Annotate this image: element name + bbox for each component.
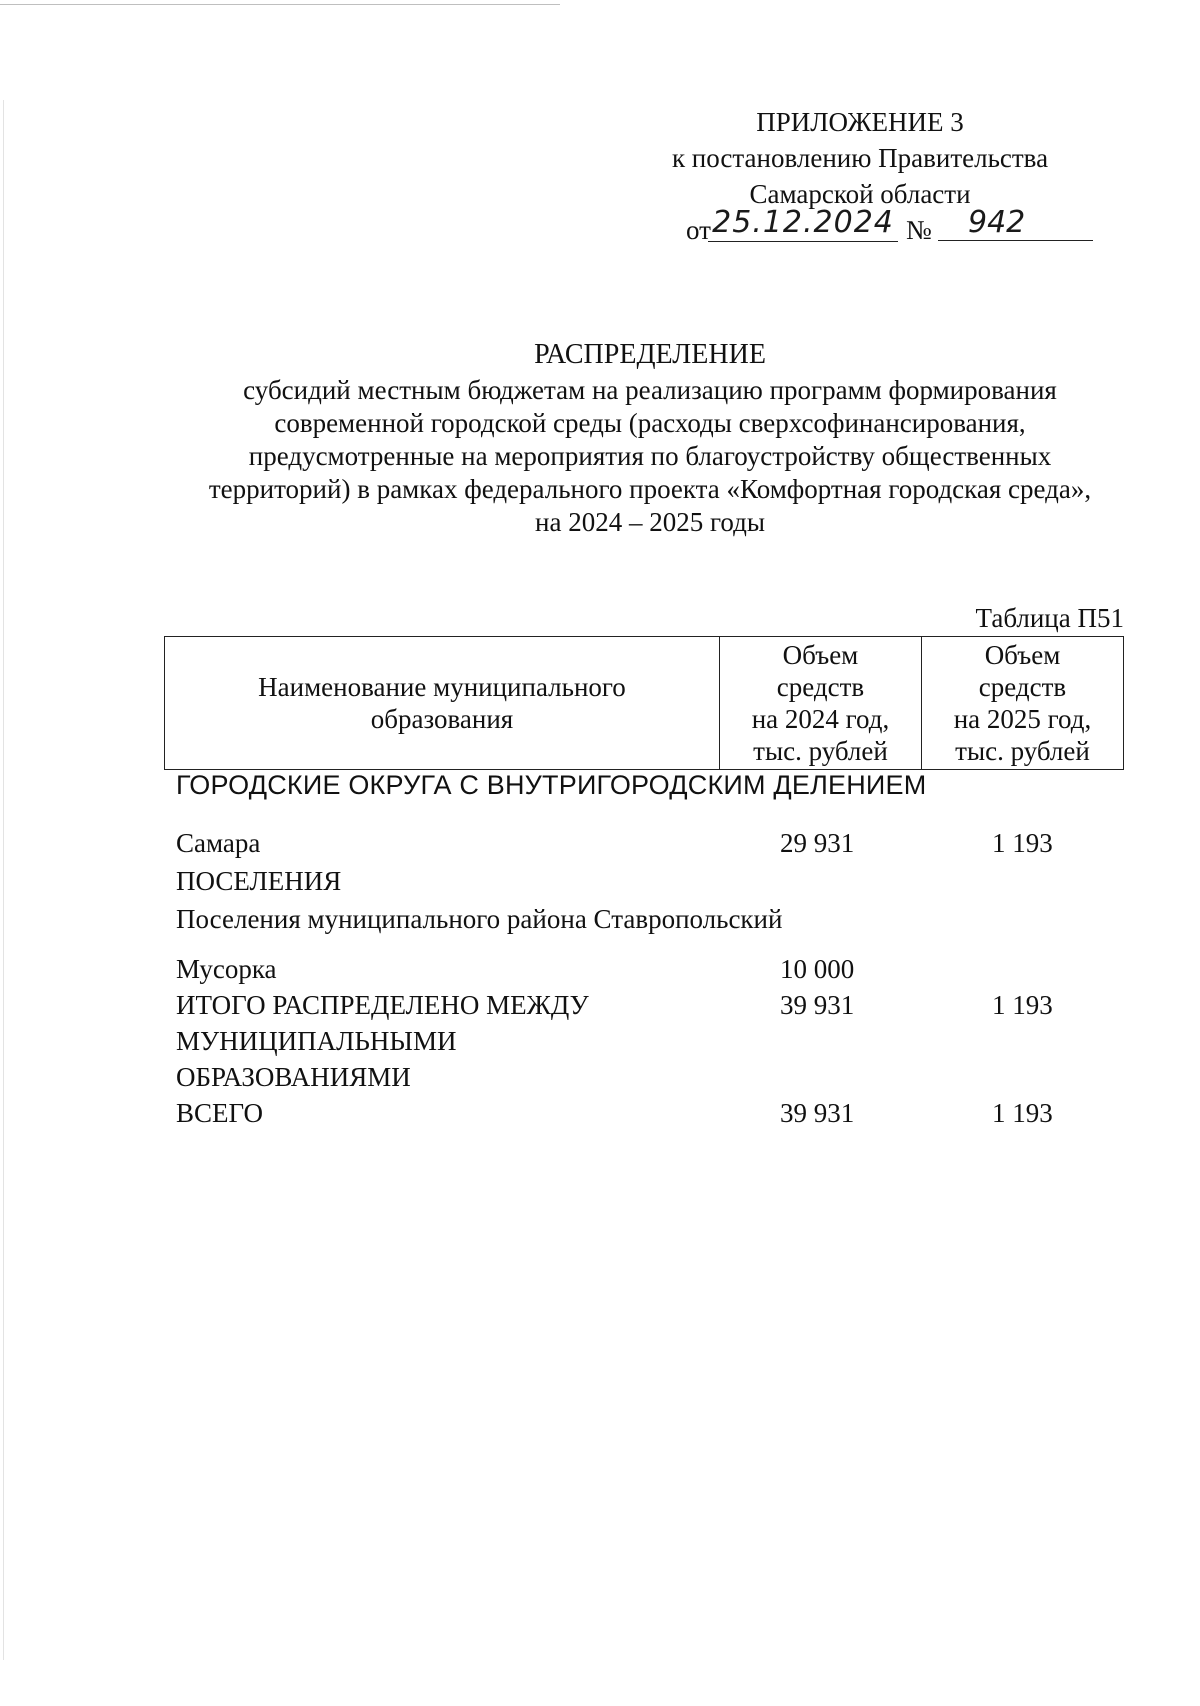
appendix-header [630, 104, 1090, 212]
title-line-1: субсидий местным бюджетам на реализацию программ формирования [243, 375, 1057, 405]
header-volume-2024: Объем средств на 2024 год, тыс. рублей [719, 637, 921, 770]
row-value-2024: 29 931 [780, 828, 855, 858]
table-row-total-continued [176, 1058, 1116, 1094]
decree-number: 942 [938, 205, 1093, 241]
table-row-section [176, 772, 1116, 824]
decree-date-number-line [686, 205, 1096, 245]
row-name-total-line-1: ИТОГО РАСПРЕДЕЛЕНО МЕЖДУ [176, 990, 589, 1020]
number-sign: № [906, 215, 932, 245]
document-title: РАСПРЕДЕЛЕНИЕ [534, 339, 766, 370]
row-value-2024: 10 000 [780, 954, 855, 984]
title-line-4: территорий) в рамках федерального проекта «Комфортная городская среда», [208, 474, 1092, 504]
table-body [176, 772, 1116, 1132]
table-header [164, 636, 1124, 770]
row-name-total-line-2: МУНИЦИПАЛЬНЫМИ [176, 1026, 457, 1056]
table-row [176, 950, 1116, 986]
row-value-2024: 39 931 [780, 1098, 855, 1128]
row-name-vsego: ВСЕГО [176, 1098, 263, 1128]
table-row-total-continued [176, 1022, 1116, 1058]
scan-artifact-edge [3, 100, 4, 1660]
section-city-districts: ГОРОДСКИЕ ОКРУГА С ВНУТРИГОРОДСКИМ ДЕЛЕНИЕМ [176, 770, 927, 800]
scan-artifact-line [0, 4, 560, 5]
document-title-block [150, 338, 1150, 539]
table-row [176, 824, 1116, 862]
table-row-section [176, 862, 1116, 900]
row-name-total-line-3: ОБРАЗОВАНИЯМИ [176, 1062, 411, 1092]
title-line-3: предусмотренные на мероприятия по благоустройству общественных [248, 441, 1052, 471]
header-municipality-name: Наименование муниципального образования [165, 637, 720, 770]
date-prefix: от [686, 215, 711, 245]
appendix-region: Самарской области [749, 179, 971, 209]
row-value-2025: 1 193 [992, 828, 1053, 858]
row-name-samara: Самара [176, 828, 261, 858]
row-value-2025: 1 193 [992, 1098, 1053, 1128]
title-line-2: современной городской среды (расходы сверхсофинансирования, [274, 408, 1026, 438]
row-value-2025: 1 193 [992, 990, 1053, 1020]
decree-date: 25.12.2024 [708, 205, 898, 242]
table-row-grand-total [176, 1094, 1116, 1132]
subsection-stavropol-district: Поселения муниципального района Ставропольский [176, 904, 783, 934]
table-row-total-distributed [176, 986, 1116, 1022]
section-settlements: ПОСЕЛЕНИЯ [176, 866, 342, 896]
table-row-subsection [176, 900, 1116, 950]
appendix-title: ПРИЛОЖЕНИЕ 3 [756, 107, 964, 137]
header-volume-2025: Объем средств на 2025 год, тыс. рублей [921, 637, 1123, 770]
table-label: Таблица П51 [975, 603, 1124, 633]
row-value-2024: 39 931 [780, 990, 855, 1020]
title-line-5: на 2024 – 2025 годы [535, 507, 765, 537]
appendix-reference: к постановлению Правительства [671, 143, 1049, 173]
row-name-musorka: Мусорка [176, 954, 277, 984]
